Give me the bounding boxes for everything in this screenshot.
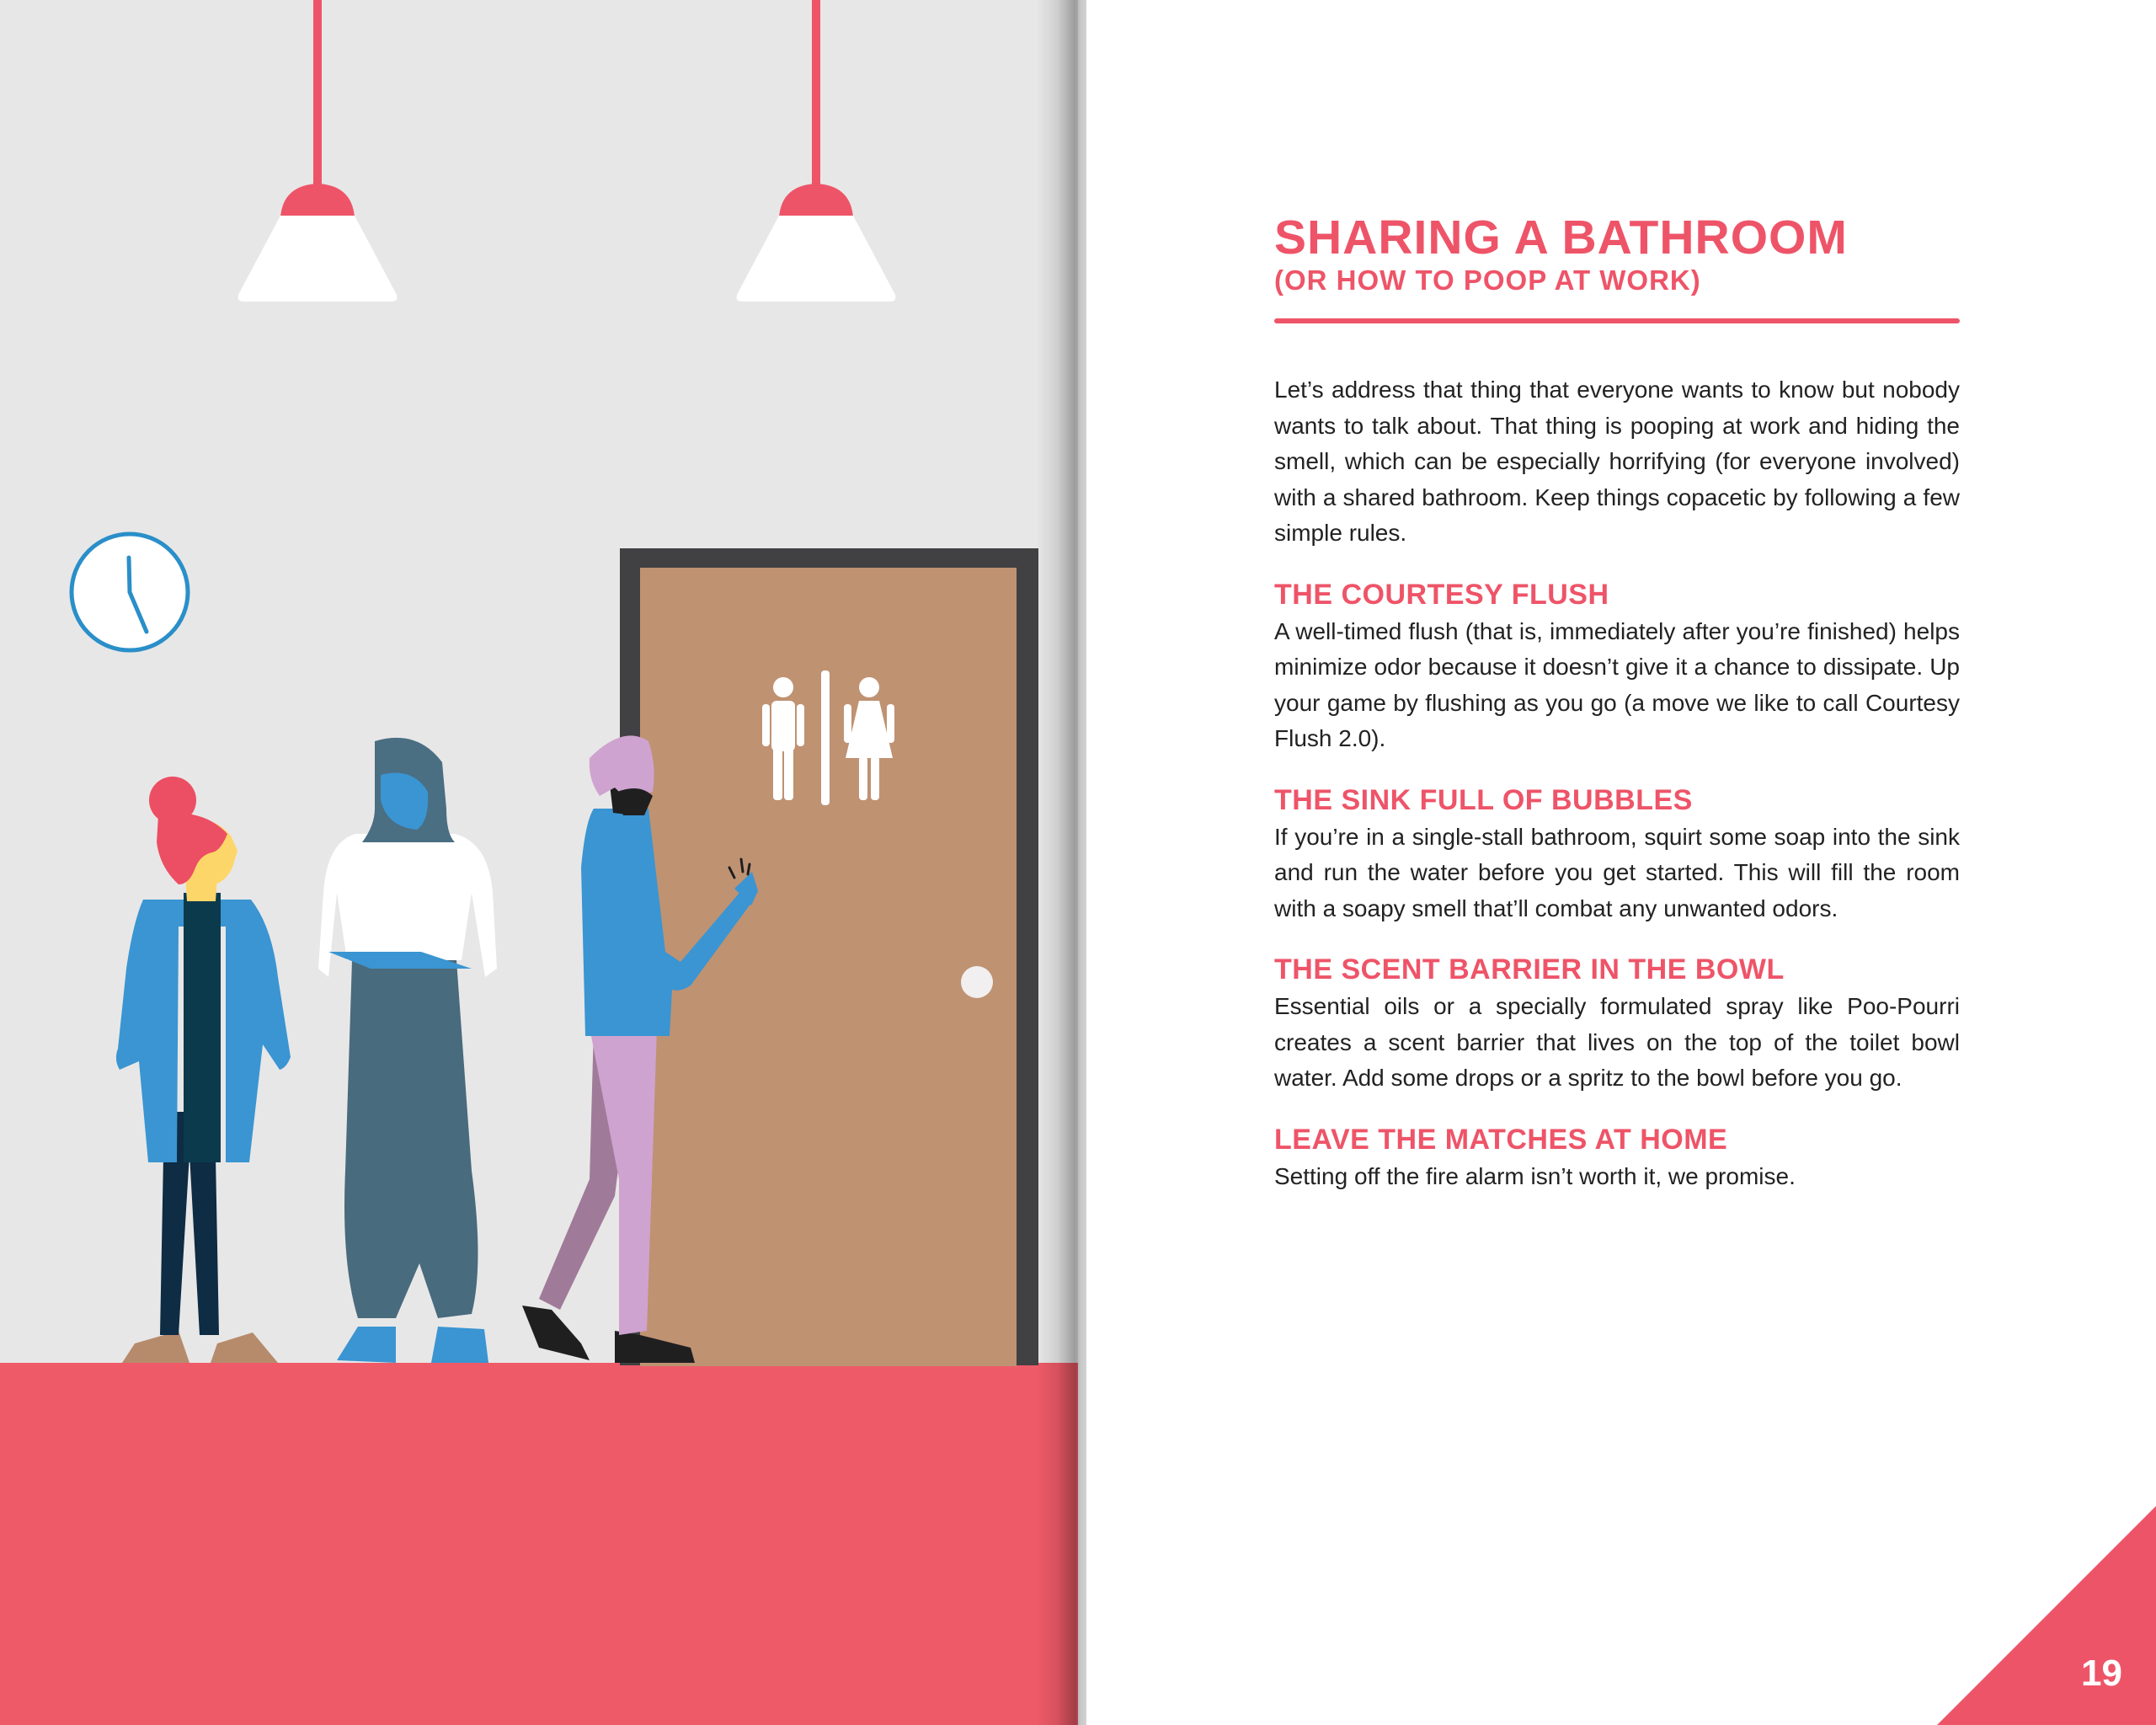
section-scent-barrier xyxy=(1274,952,1960,1097)
bathroom-door xyxy=(620,548,1038,1366)
article-title: SHARING A BATHROOM xyxy=(1274,211,1848,264)
page-number: 19 xyxy=(2081,1653,2122,1694)
section-body: Setting off the fire alarm isn’t worth it, we promise. xyxy=(1274,1162,1796,1189)
section-heading: THE COURTESY FLUSH xyxy=(1274,578,1609,611)
section-heading: THE SINK FULL OF BUBBLES xyxy=(1274,783,1693,816)
title-rule xyxy=(1274,318,1960,323)
section-heading: LEAVE THE MATCHES AT HOME xyxy=(1274,1123,1728,1156)
section-body: A well-timed flush (that is, immediately after you’re finished) helps minimize odor because it doesn’t give it a chance to dissipate. Up your game by flushing as you go (a move we like to call Courtesy Flush 2.0). xyxy=(1274,617,1960,751)
article xyxy=(1274,211,1960,1194)
restroom-sign-icon xyxy=(762,670,894,805)
door-knob-icon xyxy=(961,966,993,998)
section-body: Essential oils or a specially formulated spray like Poo-Pourri creates a scent barrier that lives on the top of the toilet bowl water. Add some drops or a spritz to the bowl before you go. xyxy=(1274,993,1960,1091)
section-courtesy-flush xyxy=(1274,577,1960,757)
section-heading: THE SCENT BARRIER IN THE BOWL xyxy=(1274,953,1785,985)
section-sink-bubbles xyxy=(1274,782,1960,927)
section-matches xyxy=(1274,1122,1960,1195)
article-subtitle: (OR HOW TO POOP AT WORK) xyxy=(1274,264,1701,296)
text-page xyxy=(1086,0,2156,1725)
floor xyxy=(0,1363,1078,1725)
intro-paragraph: Let’s address that thing that everyone wants to know but nobody wants to talk about. That thing is pooping at work and hiding the smell, which can be especially horrifying (for everyone involved) with a shared bathroom. Keep things copacetic by following a few simple rules. xyxy=(1274,377,1960,546)
page-corner-triangle xyxy=(1937,1506,2156,1725)
section-body: If you’re in a single-stall bathroom, squirt some soap into the sink and run the water before you get started. This will fill the room with a soapy smell that’ll combat any unwanted odors. xyxy=(1274,823,1960,921)
wall-clock-icon xyxy=(72,534,188,650)
